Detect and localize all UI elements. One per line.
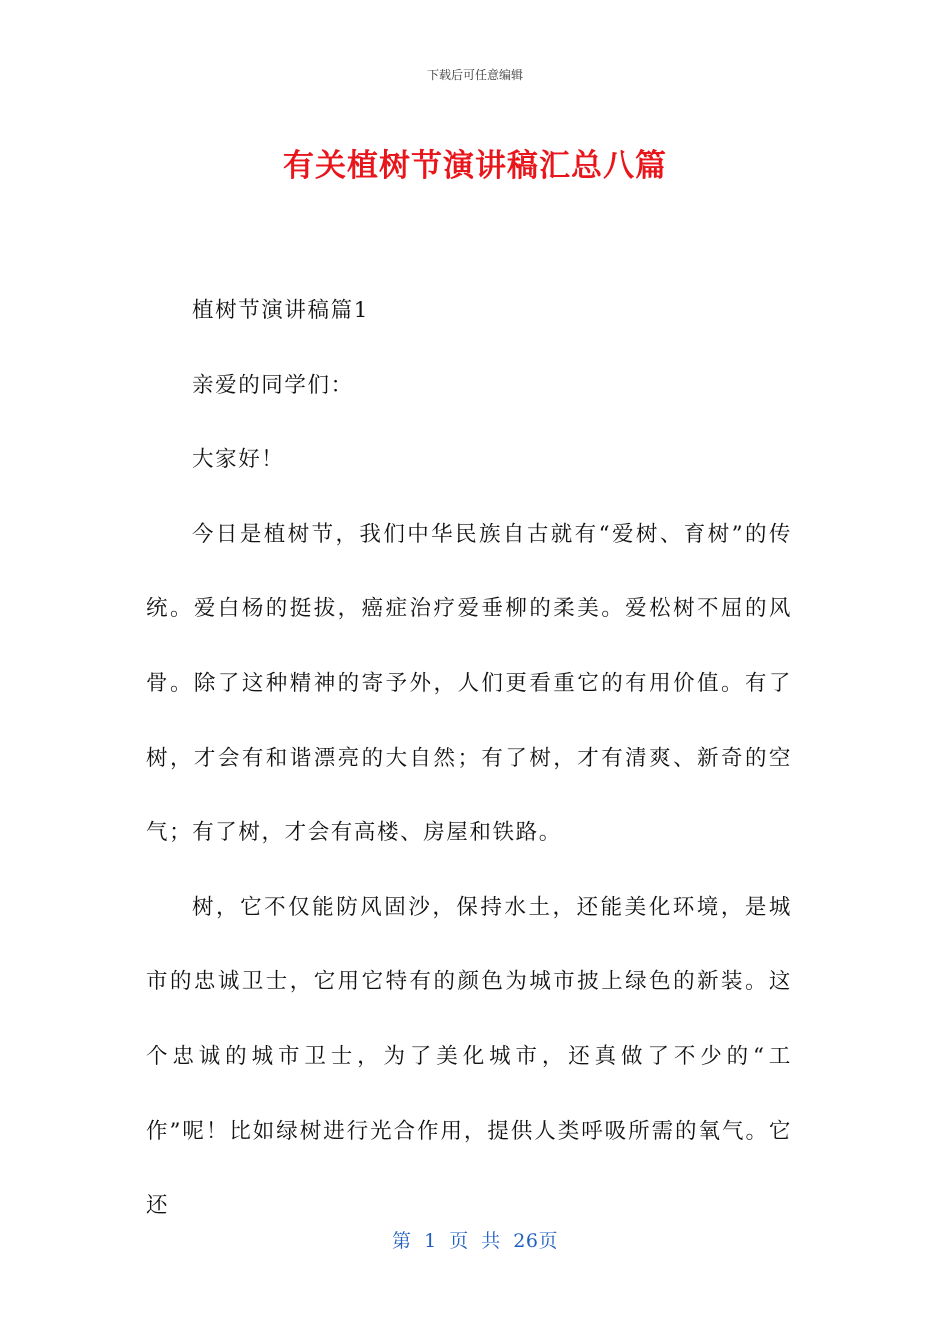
salutation: 亲爱的同学们： [192,372,354,398]
body-paragraph: 树，它不仅能防风固沙，保持水土，还能美化环境，是城市的忠诚卫士，它用它特有的颜色为城市披上绿色的新装。这个忠诚的城市卫士，为了美化城市，还真做了不少的“工作”呢！比如绿树进行光合作用，提供人类呼吸所需的氧气。它还 [146,894,792,1219]
document-title: 有关植树节演讲稿汇总八篇 [283,148,667,184]
document-body [146,274,792,1244]
header-note: 下载后可任意编辑 [426,68,523,82]
greeting: 大家好！ [192,447,285,473]
page-footer: 第 1 页 共 26页 [392,1230,558,1252]
body-paragraph: 今日是植树节，我们中华民族自古就有“爱树、育树”的传统。爱白杨的挺拔，癌症治疗爱垂柳的柔美。爱松树不屈的风骨。除了这种精神的寄予外，人们更看重它的有用价值。有了树，才会有和谐漂亮的大自然；有了树，才有清爽、新奇的空气；有了树，才会有高楼、房屋和铁路。 [146,521,792,846]
section-heading: 植树节演讲稿篇1 [192,298,369,323]
